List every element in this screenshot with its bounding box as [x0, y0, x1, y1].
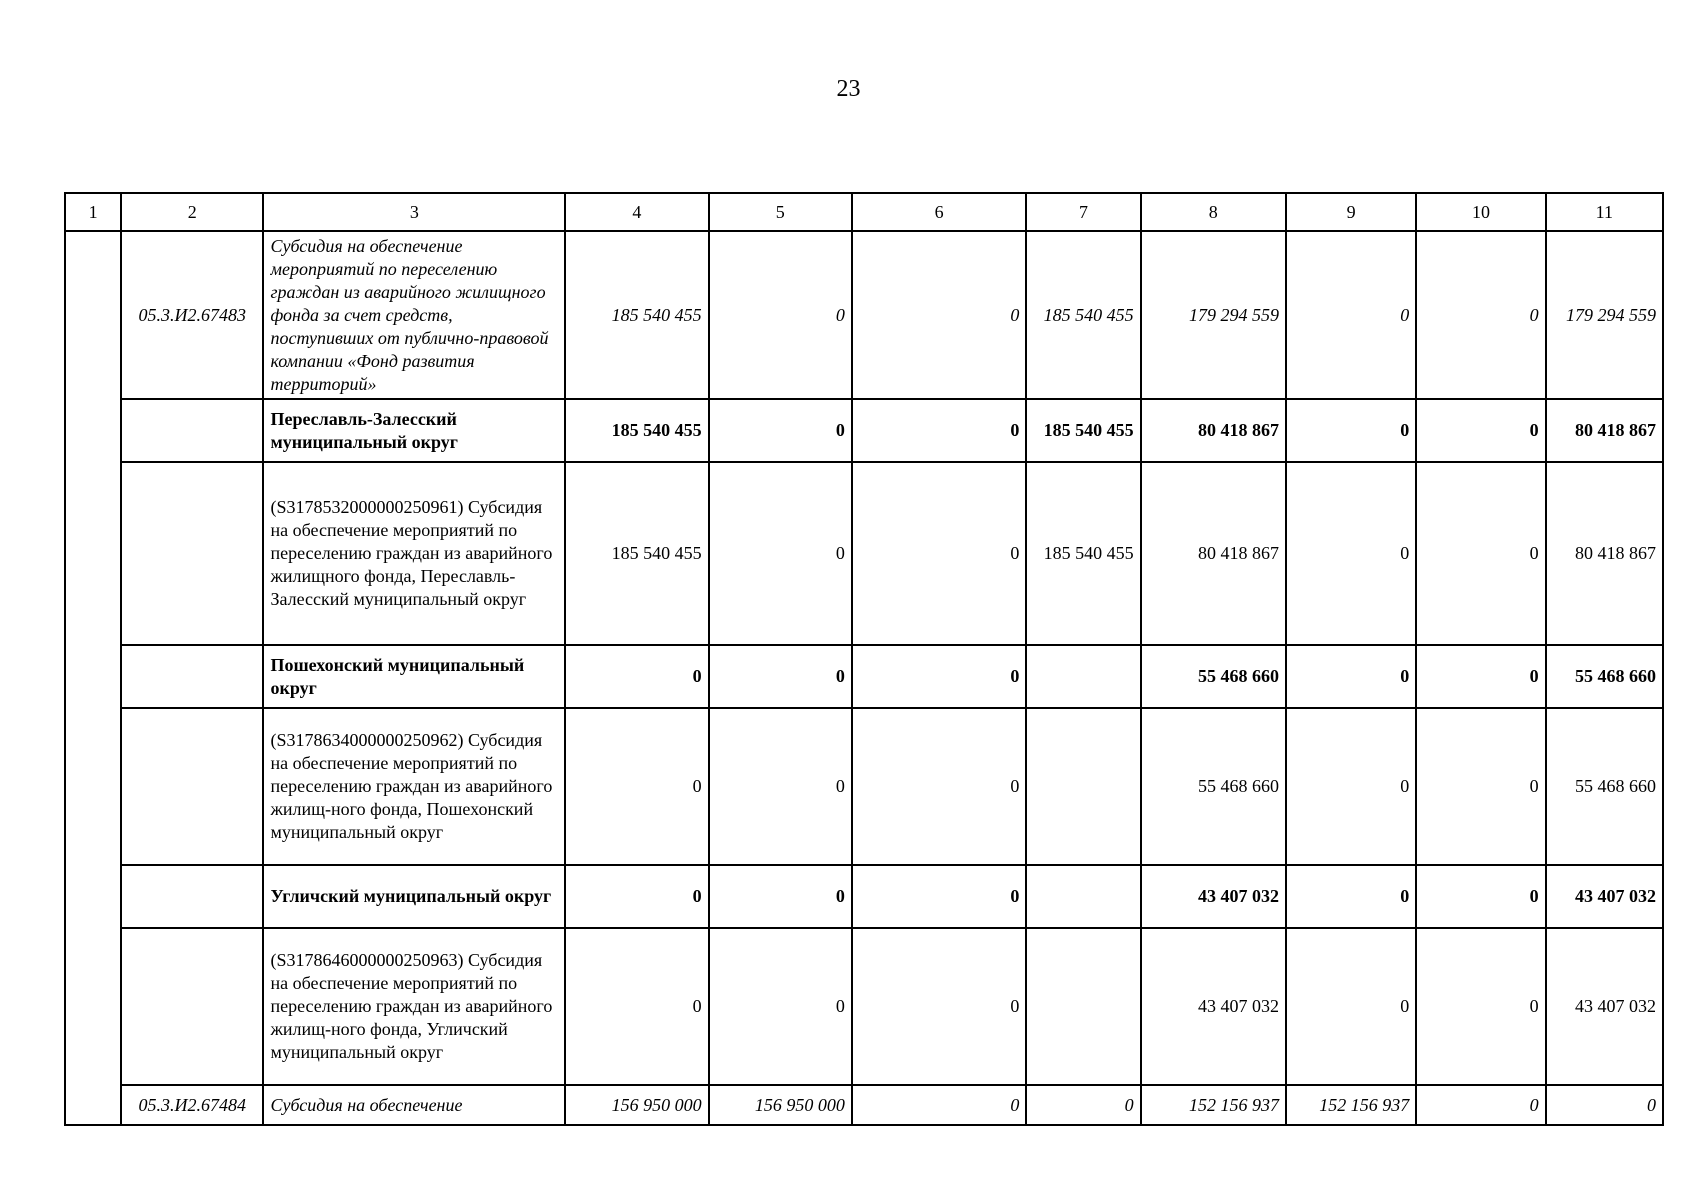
value-cell: 80 418 867	[1141, 462, 1286, 645]
table-row	[65, 231, 1663, 399]
value-cell: 43 407 032	[1141, 865, 1286, 928]
value-cell: 0	[1416, 1085, 1545, 1125]
value-cell: 179 294 559	[1141, 231, 1286, 399]
row-description: Пошехонский муниципальный округ	[263, 645, 565, 708]
row-description: Угличский муниципальный округ	[263, 865, 565, 928]
table-row	[65, 1085, 1663, 1125]
value-cell: 0	[1286, 462, 1416, 645]
value-cell: 185 540 455	[1026, 462, 1140, 645]
value-cell: 156 950 000	[709, 1085, 852, 1125]
table-row	[65, 928, 1663, 1085]
value-cell: 0	[1546, 1085, 1663, 1125]
value-cell: 0	[1286, 708, 1416, 865]
table-row	[65, 708, 1663, 865]
column-1-cell	[65, 231, 121, 1125]
value-cell: 152 156 937	[1286, 1085, 1416, 1125]
budget-code: 05.3.И2.67483	[121, 231, 263, 399]
value-cell: 185 540 455	[565, 462, 708, 645]
value-cell: 55 468 660	[1141, 708, 1286, 865]
value-cell: 0	[1416, 462, 1545, 645]
table-row	[65, 462, 1663, 645]
row-description: Субсидия на обеспечение	[263, 1085, 565, 1125]
budget-code	[121, 928, 263, 1085]
value-cell	[1026, 928, 1140, 1085]
budget-code	[121, 645, 263, 708]
row-description: Субсидия на обеспечение мероприятий по переселению граждан из аварийного жилищного фонда за счет средств, поступивших от публично-правовой компании «Фонд развития территорий»	[263, 231, 565, 399]
value-cell: 185 540 455	[1026, 399, 1140, 462]
column-header: 11	[1546, 193, 1663, 231]
value-cell: 0	[1026, 1085, 1140, 1125]
column-header: 9	[1286, 193, 1416, 231]
value-cell: 80 418 867	[1141, 399, 1286, 462]
column-header: 10	[1416, 193, 1545, 231]
value-cell: 55 468 660	[1546, 645, 1663, 708]
value-cell: 185 540 455	[565, 399, 708, 462]
table-row	[65, 865, 1663, 928]
value-cell	[1026, 865, 1140, 928]
value-cell: 0	[565, 928, 708, 1085]
column-header: 6	[852, 193, 1026, 231]
column-header: 2	[121, 193, 263, 231]
value-cell: 0	[1416, 708, 1545, 865]
value-cell: 0	[852, 708, 1026, 865]
value-cell: 185 540 455	[1026, 231, 1140, 399]
value-cell	[1026, 708, 1140, 865]
budget-code: 05.3.И2.67484	[121, 1085, 263, 1125]
value-cell: 80 418 867	[1546, 462, 1663, 645]
column-header: 4	[565, 193, 708, 231]
value-cell: 152 156 937	[1141, 1085, 1286, 1125]
value-cell: 0	[852, 462, 1026, 645]
column-header: 7	[1026, 193, 1140, 231]
value-cell: 43 407 032	[1546, 865, 1663, 928]
value-cell: 0	[1416, 865, 1545, 928]
value-cell: 0	[852, 399, 1026, 462]
value-cell: 43 407 032	[1546, 928, 1663, 1085]
value-cell: 0	[709, 231, 852, 399]
value-cell: 0	[852, 865, 1026, 928]
value-cell: 55 468 660	[1141, 645, 1286, 708]
column-header: 8	[1141, 193, 1286, 231]
budget-code	[121, 865, 263, 928]
header-row	[65, 193, 1663, 231]
value-cell: 0	[852, 231, 1026, 399]
row-description: Переславль-Залесский муниципальный округ	[263, 399, 565, 462]
value-cell: 0	[1286, 865, 1416, 928]
value-cell: 0	[565, 645, 708, 708]
table-row	[65, 399, 1663, 462]
value-cell: 0	[1416, 231, 1545, 399]
value-cell: 0	[852, 928, 1026, 1085]
column-header: 5	[709, 193, 852, 231]
value-cell: 80 418 867	[1546, 399, 1663, 462]
value-cell: 0	[1286, 399, 1416, 462]
value-cell: 185 540 455	[565, 231, 708, 399]
row-description: (S3178646000000250963) Субсидия на обеспечение мероприятий по переселению граждан из аварийного жилищ-ного фонда, Угличский муниципальный округ	[263, 928, 565, 1085]
value-cell: 0	[709, 928, 852, 1085]
page-number: 23	[836, 76, 861, 102]
budget-code	[121, 462, 263, 645]
value-cell: 0	[709, 865, 852, 928]
value-cell: 0	[1286, 928, 1416, 1085]
column-header: 3	[263, 193, 565, 231]
value-cell: 0	[1416, 928, 1545, 1085]
value-cell: 0	[709, 462, 852, 645]
value-cell: 179 294 559	[1546, 231, 1663, 399]
row-description: (S3178634000000250962) Субсидия на обеспечение мероприятий по переселению граждан из аварийного жилищ-ного фонда, Пошехонский муниципальный округ	[263, 708, 565, 865]
budget-code	[121, 399, 263, 462]
row-description: (S3178532000000250961) Субсидия на обеспечение мероприятий по переселению граждан из аварийного жилищного фонда, Переславль-Залесский муниципальный округ	[263, 462, 565, 645]
column-header: 1	[65, 193, 121, 231]
value-cell: 0	[1416, 645, 1545, 708]
budget-code	[121, 708, 263, 865]
value-cell: 55 468 660	[1546, 708, 1663, 865]
value-cell: 0	[852, 645, 1026, 708]
value-cell: 43 407 032	[1141, 928, 1286, 1085]
table-row	[65, 645, 1663, 708]
value-cell: 0	[709, 399, 852, 462]
value-cell: 0	[1286, 645, 1416, 708]
value-cell: 0	[852, 1085, 1026, 1125]
value-cell: 0	[565, 708, 708, 865]
value-cell	[1026, 645, 1140, 708]
value-cell: 156 950 000	[565, 1085, 708, 1125]
value-cell: 0	[565, 865, 708, 928]
value-cell: 0	[1416, 399, 1545, 462]
value-cell: 0	[709, 708, 852, 865]
budget-table	[64, 192, 1664, 1126]
value-cell: 0	[1286, 231, 1416, 399]
value-cell: 0	[709, 645, 852, 708]
